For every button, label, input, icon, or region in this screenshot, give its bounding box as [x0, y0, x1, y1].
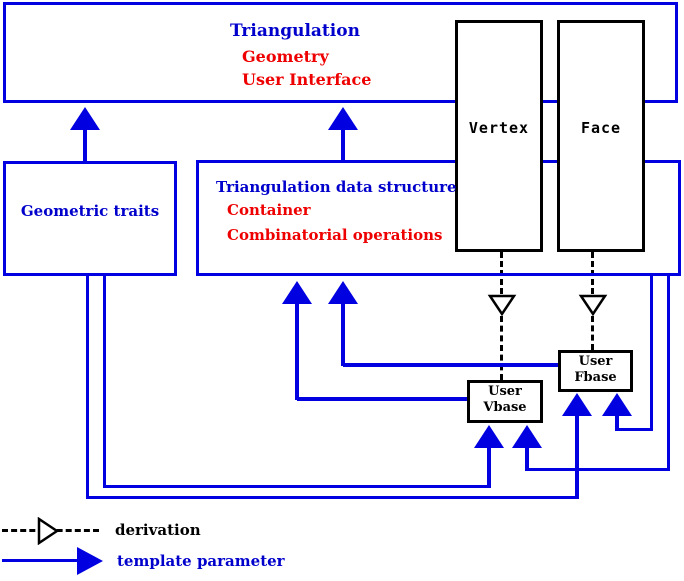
legend-template-parameter-line	[2, 559, 78, 562]
tds-to-fbase-elbow	[615, 428, 653, 431]
user-vbase-label	[467, 384, 543, 416]
tds-to-vbase-vertical	[667, 276, 670, 470]
combinatorial-operations-label: Combinatorial operations	[227, 226, 443, 244]
traits-to-fbase-arrowhead-icon	[562, 393, 592, 416]
vertex-derivation-triangle-icon	[487, 294, 517, 316]
traits-to-vbase-horizontal	[103, 485, 490, 488]
user-interface-label: User Interface	[242, 70, 372, 89]
traits-to-fbase-horizontal	[86, 496, 579, 499]
triangulation-title: Triangulation	[230, 21, 360, 41]
vbase-to-tds-arrowhead-icon	[282, 281, 312, 304]
tds-title: Triangulation data structure	[216, 178, 457, 196]
tds-to-vbase-arrowhead-icon	[512, 425, 542, 448]
legend-template-parameter-arrowhead-icon	[77, 547, 103, 575]
fbase-to-tds-elbow	[343, 363, 558, 367]
vertex-label: Vertex	[468, 119, 530, 137]
user-vbase-label-line2: Vbase	[483, 400, 527, 415]
traits-to-triangulation-stem	[83, 129, 87, 161]
traits-to-fbase-stem	[575, 416, 579, 499]
tds-to-triangulation-stem	[341, 129, 345, 160]
legend-derivation-label: derivation	[115, 521, 201, 539]
user-fbase-label	[558, 354, 633, 386]
tds-to-fbase-vertical	[650, 276, 653, 430]
tds-to-fbase-arrowhead-icon	[602, 393, 632, 416]
tds-to-vbase-stem	[525, 448, 529, 470]
user-fbase-label-line1: User	[578, 354, 613, 369]
user-vbase-label-line1: User	[488, 384, 522, 399]
vertex-derivation-dash-lower	[500, 316, 503, 380]
fbase-to-tds-stem	[341, 303, 345, 366]
traits-to-fbase-vertical	[86, 276, 89, 498]
vbase-to-tds-stem	[295, 303, 299, 400]
user-fbase-label-line2: Fbase	[574, 370, 617, 385]
traits-to-vbase-vertical	[103, 276, 106, 487]
face-derivation-dash-lower	[591, 316, 594, 350]
traits-to-vbase-stem	[487, 448, 491, 488]
traits-to-vbase-arrowhead-icon	[474, 425, 504, 448]
vbase-to-tds-elbow	[297, 397, 467, 401]
container-label: Container	[227, 201, 311, 219]
tds-to-triangulation-arrowhead-icon	[328, 107, 358, 130]
tds-to-fbase-stem	[615, 416, 619, 430]
face-derivation-triangle-icon	[578, 294, 608, 316]
legend-template-parameter-label: template parameter	[117, 552, 285, 570]
fbase-to-tds-arrowhead-icon	[328, 281, 358, 304]
legend-derivation-triangle-icon	[37, 517, 59, 545]
geometric-traits-label: Geometric traits	[20, 202, 160, 220]
tds-to-vbase-horizontal	[525, 468, 670, 471]
geometry-label: Geometry	[242, 47, 329, 66]
face-label: Face	[580, 119, 622, 137]
traits-to-triangulation-arrowhead-icon	[70, 107, 100, 130]
